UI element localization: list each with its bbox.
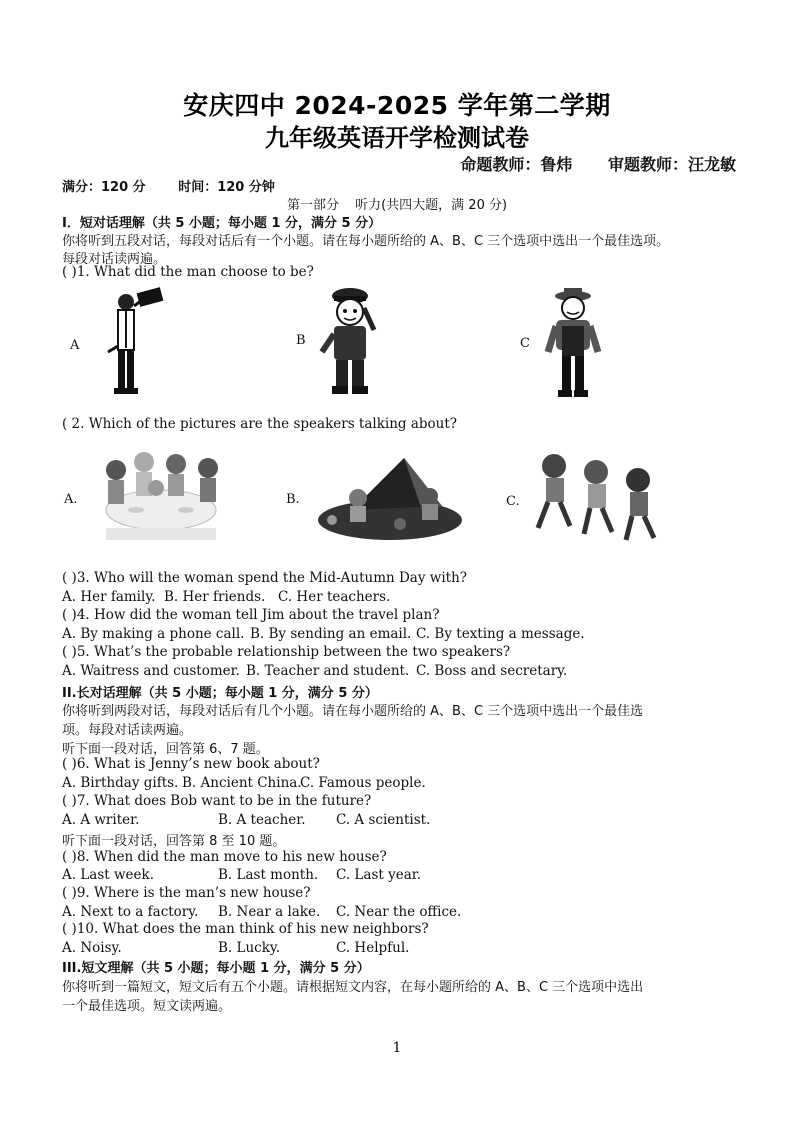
q1-picture-c-farmer [540,286,610,400]
reviewer-label: 审题教师： [607,155,688,174]
q4-option-c: C. By texting a message. [416,626,585,642]
q5-option-a: A. Waitress and customer. [62,663,240,679]
q2-picture-a-family-dinner [96,448,226,548]
q2-label-c: C. [506,494,520,509]
q10-option-c: C. Helpful. [336,940,410,956]
dialogue-1-intro: 听下面一段对话，回答第 6、7 题。 [62,742,269,757]
q1-label-a: A [70,338,80,353]
q8-option-b: B. Last month. [218,867,319,883]
q7-option-b: B. A teacher. [218,812,306,828]
q6-option-b: B. Ancient China. [182,775,302,791]
q5-options [62,663,567,679]
part-subtitle: 听力(共四大题，满 20 分) [355,198,508,213]
q9-options [62,904,461,920]
setter-name: 鲁炜 [540,155,573,174]
question-10: ( )10. What does the man think of his new neighbors? [62,921,429,937]
question-2: ( 2. Which of the pictures are the speakers talking about? [62,416,458,432]
q2-label-a: A. [64,492,78,507]
q4-option-b: B. By sending an email. [250,626,412,642]
q6-option-a: A. Birthday gifts. [62,775,179,791]
q5-option-c: C. Boss and secretary. [416,663,568,679]
question-3: ( )3. Who will the woman spend the Mid-Autumn Day with? [62,570,468,586]
q6-option-c: C. Famous people. [300,775,426,791]
question-4: ( )4. How did the woman tell Jim about the travel plan? [62,607,440,623]
section3-heading: III.短文理解（共 5 小题；每小题 1 分，满分 5 分） [62,961,370,976]
q2-label-b: B. [286,492,300,507]
section3-instruction-cont: 一个最佳选项。短文读两遍。 [62,999,232,1014]
q9-option-c: C. Near the office. [336,904,462,920]
page-number: 1 [392,1040,402,1056]
question-5: ( )5. What’s the probable relationship between the two speakers? [62,644,511,660]
part-title: 第一部分 [286,198,339,213]
q3-option-c: C. Her teachers. [278,589,391,605]
section1-instruction: 你将听到五段对话，每段对话后有一个小题。请在每小题所给的 A、B、C 三个选项中选出一个最佳选项。 [62,234,670,249]
exam-title-line2: 九年级英语开学检测试卷 [265,124,529,152]
q10-option-a: A. Noisy. [62,940,122,956]
q6-options [62,775,426,791]
exam-title-line1: 安庆四中 2024-2025 学年第二学期 [183,91,611,120]
q7-option-c: C. A scientist. [336,812,431,828]
q1-picture-a-figure [90,288,170,398]
q2-picture-c-kids-running [530,450,670,546]
setter-label: 命题教师： [460,155,541,174]
q1-label-b: B [296,333,306,348]
question-9: ( )9. Where is the man’s new house? [62,885,311,901]
q8-option-c: C. Last year. [336,867,422,883]
q9-option-a: A. Next to a factory. [62,904,199,920]
q1-label-c: C [520,336,530,351]
q7-option-a: A. A writer. [62,812,140,828]
section3-instruction: 你将听到一篇短文，短文后有五个小题。请根据短文内容，在每小题所给的 A、B、C 三个选项中选出 [62,980,644,995]
q1-picture-b-police-officer [312,286,392,398]
teacher-credits [452,152,736,175]
full-score: 满分：120 分 [62,180,146,195]
q8-options [62,867,421,883]
question-8: ( )8. When did the man move to his new house? [62,849,387,865]
section1-instruction-cont: 每段对话读两遍。 [62,252,167,267]
question-6: ( )6. What is Jenny’s new book about? [62,756,320,772]
q2-picture-b-camping [312,450,462,542]
part-heading [0,194,794,213]
q5-option-b: B. Teacher and student. [246,663,410,679]
question-1: ( )1. What did the man choose to be? [62,264,314,280]
q8-option-a: A. Last week. [62,867,154,883]
q10-option-b: B. Lucky. [218,940,281,956]
q3-option-b: B. Her friends. [164,589,266,605]
q7-options [62,812,430,828]
section2-instruction-cont: 项。每段对话读两遍。 [62,723,193,738]
q10-options [62,940,409,956]
exam-time: 时间：120 分钟 [178,180,275,195]
section2-instruction: 你将听到两段对话，每段对话后有几个小题。请在每小题所给的 A、B、C 三个选项中选出一个最佳选 [62,704,644,719]
question-7: ( )7. What does Bob want to be in the future? [62,793,372,809]
q4-option-a: A. By making a phone call. [62,626,245,642]
q3-option-a: A. Her family. [62,589,156,605]
dialogue-2-intro: 听下面一段对话，回答第 8 至 10 题。 [62,834,286,849]
q3-options [62,589,390,605]
exam-meta [62,176,275,195]
section1-heading: I．短对话理解（共 5 小题；每小题 1 分，满分 5 分） [62,216,382,231]
section2-heading: II.长对话理解（共 5 小题；每小题 1 分，满分 5 分） [62,686,378,701]
q4-options [62,626,585,642]
reviewer-name: 汪龙敏 [687,155,736,174]
q9-option-b: B. Near a lake. [218,904,321,920]
